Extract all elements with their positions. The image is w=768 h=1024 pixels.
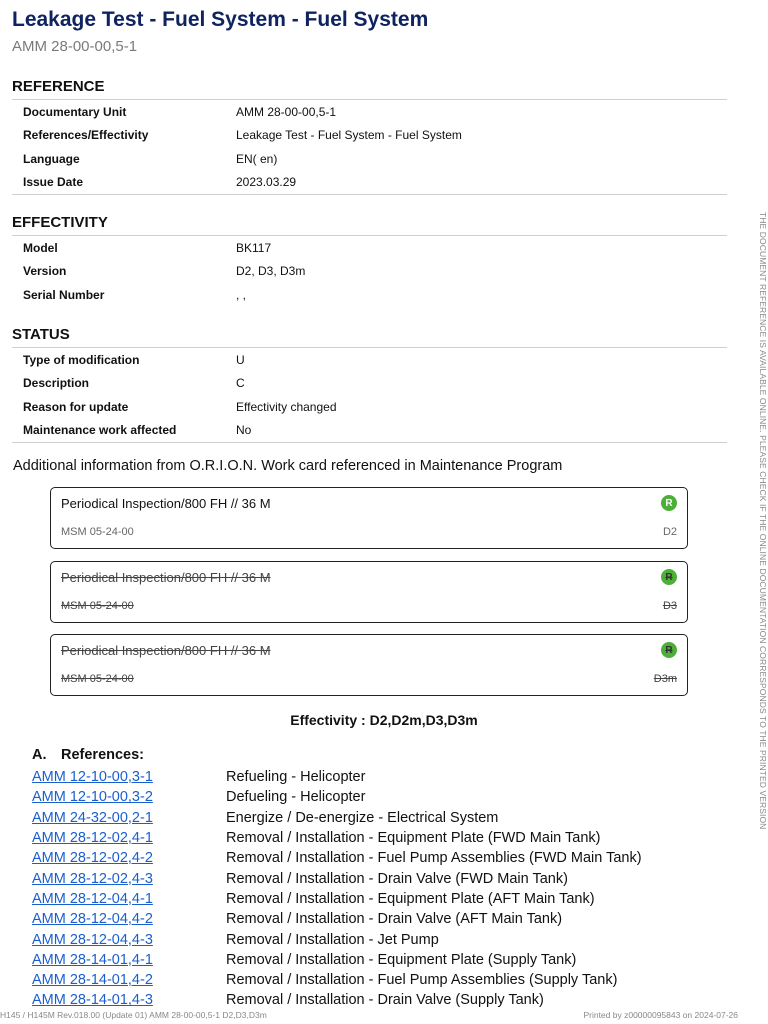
reference-row xyxy=(32,828,732,848)
kv-key: Issue Date xyxy=(23,175,84,190)
reference-row xyxy=(32,848,732,868)
kv-key: Type of modification xyxy=(23,352,140,367)
reference-row xyxy=(32,950,732,970)
footer-document-info: H145 / H145M Rev.018.00 (Update 01) AMM 28-00-00,5-1 D2,D3,D3m xyxy=(0,1010,267,1020)
kv-row xyxy=(12,100,727,124)
work-card-version: D2 xyxy=(662,526,677,538)
reference-description: Removal / Installation - Drain Valve (Supply Tank) xyxy=(226,992,544,1009)
references-number: A. xyxy=(32,747,47,763)
work-card-msm: MSM 05-24-00 xyxy=(61,673,134,685)
kv-value: , , xyxy=(236,287,247,302)
kv-value: No xyxy=(236,423,252,438)
reference-description: Removal / Installation - Jet Pump xyxy=(226,931,439,948)
kv-row xyxy=(12,260,727,284)
reference-row xyxy=(32,787,732,807)
kv-value: Effectivity changed xyxy=(236,399,337,414)
reference-link[interactable]: AMM 28-14-01,4-3 xyxy=(32,992,153,1009)
section-heading-reference: REFERENCE xyxy=(12,78,727,100)
status-section xyxy=(12,326,727,443)
reference-section xyxy=(12,78,727,195)
work-card[interactable] xyxy=(50,561,688,623)
reference-row xyxy=(32,868,732,888)
reference-link[interactable]: AMM 28-12-04,4-3 xyxy=(32,931,153,948)
work-card[interactable] xyxy=(50,487,688,549)
work-card[interactable] xyxy=(50,634,688,696)
footer-print-info: Printed by z00000095843 on 2024-07-26 xyxy=(583,1010,738,1020)
reference-link[interactable]: AMM 24-32-00,2-1 xyxy=(32,809,153,826)
kv-key: Maintenance work affected xyxy=(23,423,177,438)
additional-info-text: Additional information from O.R.I.O.N. Work card referenced in Maintenance Program xyxy=(13,458,563,474)
kv-value: 2023.03.29 xyxy=(236,175,297,190)
reference-link[interactable]: AMM 28-14-01,4-2 xyxy=(32,972,153,989)
reference-link[interactable]: AMM 28-14-01,4-1 xyxy=(32,951,153,968)
kv-row xyxy=(12,283,727,307)
work-card-title: Periodical Inspection/800 FH // 36 M xyxy=(61,570,271,585)
kv-value: D2, D3, D3m xyxy=(236,264,306,279)
kv-value: BK117 xyxy=(236,240,272,255)
work-card-title: Periodical Inspection/800 FH // 36 M xyxy=(61,643,271,658)
revision-badge: R xyxy=(661,569,677,585)
reference-description: Energize / De-energize - Electrical System xyxy=(226,809,499,826)
reference-row xyxy=(32,808,732,828)
online-reference-notice: THE DOCUMENT REFERENCE IS AVAILABLE ONLINE. PLEASE CHECK IF THE ONLINE DOCUMENTATION CORRESPONDS TO THE PRINTED VERSION xyxy=(758,212,768,830)
work-card-version: D3 xyxy=(662,600,677,612)
work-card-title: Periodical Inspection/800 FH // 36 M xyxy=(61,496,271,511)
reference-description: Defueling - Helicopter xyxy=(226,789,366,806)
reference-description: Removal / Installation - Drain Valve (AFT Main Tank) xyxy=(226,911,563,928)
reference-description: Removal / Installation - Equipment Plate (FWD Main Tank) xyxy=(226,830,601,847)
kv-key: Reason for update xyxy=(23,399,129,414)
reference-link[interactable]: AMM 28-12-02,4-2 xyxy=(32,850,153,867)
kv-key: Language xyxy=(23,151,80,166)
kv-value: AMM 28-00-00,5-1 xyxy=(236,104,337,119)
kv-key: Serial Number xyxy=(23,287,105,302)
kv-row xyxy=(12,147,727,171)
reference-link[interactable]: AMM 28-12-04,4-2 xyxy=(32,911,153,928)
reference-description: Removal / Installation - Fuel Pump Assemblies (FWD Main Tank) xyxy=(226,850,642,867)
kv-value: U xyxy=(236,352,245,367)
reference-link[interactable]: AMM 28-12-02,4-1 xyxy=(32,830,153,847)
kv-row xyxy=(12,171,727,196)
reference-row xyxy=(32,990,732,1010)
kv-value: Leakage Test - Fuel System - Fuel System xyxy=(236,128,462,143)
reference-description: Removal / Installation - Fuel Pump Assemblies (Supply Tank) xyxy=(226,972,618,989)
kv-key: References/Effectivity xyxy=(23,128,149,143)
references-title: References: xyxy=(61,747,145,763)
reference-row xyxy=(32,970,732,990)
reference-link[interactable]: AMM 28-12-02,4-3 xyxy=(32,870,153,887)
effectivity-section xyxy=(12,214,727,307)
reference-row xyxy=(32,909,732,929)
effectivity-summary: Effectivity : D2,D2m,D3,D3m xyxy=(290,712,478,728)
reference-description: Removal / Installation - Equipment Plate (AFT Main Tank) xyxy=(226,890,595,907)
reference-description: Removal / Installation - Equipment Plate (Supply Tank) xyxy=(226,951,577,968)
page-title: Leakage Test - Fuel System - Fuel System xyxy=(12,8,429,31)
kv-key: Model xyxy=(23,240,58,255)
reference-link[interactable]: AMM 12-10-00,3-1 xyxy=(32,769,153,786)
reference-link[interactable]: AMM 12-10-00,3-2 xyxy=(32,789,153,806)
references-list xyxy=(32,767,732,1011)
reference-row xyxy=(32,767,732,787)
work-card-msm: MSM 05-24-00 xyxy=(61,600,134,612)
work-card-version: D3m xyxy=(653,673,677,685)
reference-row xyxy=(32,929,732,949)
references-heading xyxy=(32,747,144,763)
kv-key: Description xyxy=(23,376,90,391)
reference-link[interactable]: AMM 28-12-04,4-1 xyxy=(32,890,153,907)
kv-row xyxy=(12,124,727,148)
revision-badge: R xyxy=(661,495,677,511)
kv-key: Documentary Unit xyxy=(23,104,127,119)
section-heading-effectivity: EFFECTIVITY xyxy=(12,214,727,236)
kv-row xyxy=(12,348,727,372)
work-card-msm: MSM 05-24-00 xyxy=(61,526,134,538)
reference-description: Removal / Installation - Drain Valve (FWD Main Tank) xyxy=(226,870,568,887)
kv-row xyxy=(12,236,727,260)
kv-row xyxy=(12,395,727,419)
kv-value: C xyxy=(236,376,245,391)
reference-row xyxy=(32,889,732,909)
page-subtitle: AMM 28-00-00,5-1 xyxy=(12,38,138,55)
revision-badge: R xyxy=(661,642,677,658)
section-heading-status: STATUS xyxy=(12,326,727,348)
kv-key: Version xyxy=(23,264,67,279)
kv-value: EN( en) xyxy=(236,151,278,166)
kv-row xyxy=(12,372,727,396)
kv-row xyxy=(12,419,727,444)
reference-description: Refueling - Helicopter xyxy=(226,769,366,786)
